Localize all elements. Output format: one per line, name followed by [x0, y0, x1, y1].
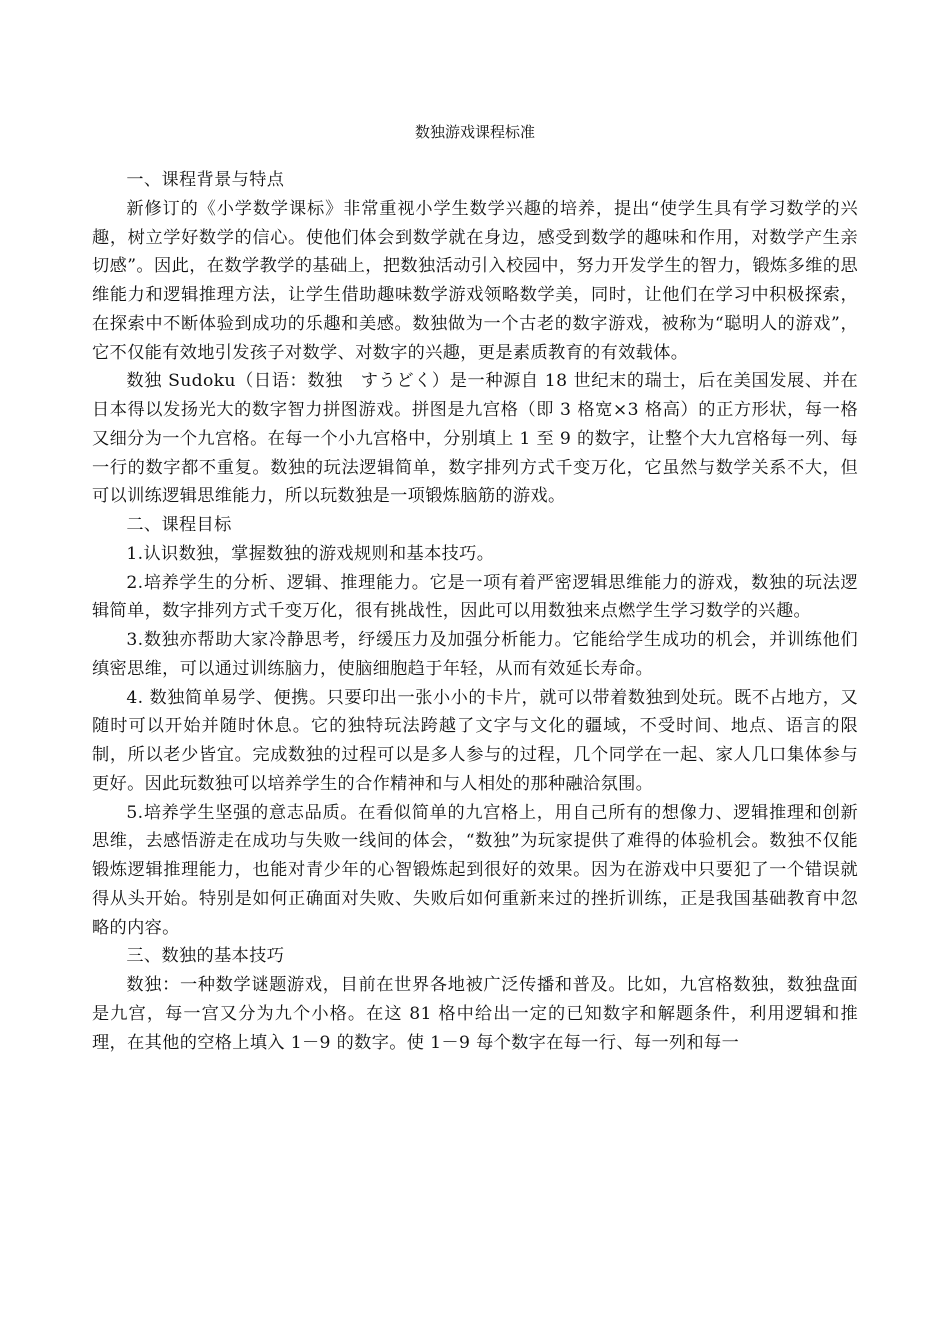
goal-item-4: 4. 数独简单易学、便携。只要印出一张小小的卡片，就可以带着数独到处玩。既不占地方，又随时可以开始并随时休息。它的独特玩法跨越了文字与文化的疆域，不受时间、地点、语言的限制，所以老少皆宜。完成数独的过程可以是多人参与的过程，几个同学在一起、家人几口集体参与更好。因此玩数独可以培养学生的合作精神和与人相处的那种融洽氛围。 — [92, 687, 858, 794]
goal-item-1: 1.认识数独，掌握数独的游戏规则和基本技巧。 — [126, 543, 495, 564]
section-heading-background: 一、课程背景与特点 — [126, 170, 285, 190]
section-heading-techniques: 三、数独的基本技巧 — [126, 946, 285, 967]
page-title: 数独游戏课程标准 — [414, 123, 535, 141]
section-heading-goals: 二、课程目标 — [126, 515, 232, 535]
goal-item-2: 2.培养学生的分析、逻辑、推理能力。它是一项有着严密逻辑思维能力的游戏，数独的玩法逻辑简单，数字排列方式千变万化，很有挑战性，因此可以用数独来点燃学生学习数学的兴趣。 — [92, 572, 858, 622]
paragraph-curriculum-intro: 新修订的《小学数学课标》非常重视小学生数学兴趣的培养，提出“使学生具有学习数学的兴趣，树立学好数学的信心。使他们体会到数学就在身边，感受到数学的趣味和作用，对数学产生亲切感”。因此，在数学教学的基础上，把数独活动引入校园中，努力开发学生的智力，锻炼多维的思维能力和逻辑推理方法，让学生借助趣味数学游戏领略数学美，同时，让他们在学习中积极探索，在探索中不断体验到成功的乐趣和美感。数独做为一个古老的数字游戏，被称为“聪明人的游戏”，它不仅能有效地引发孩子对数学、对数字的兴趣，更是素质教育的有效载体。 — [92, 198, 858, 363]
goal-item-5: 5.培养学生坚强的意志品质。在看似简单的九宫格上，用自己所有的想像力、逻辑推理和创新思维，去感悟游走在成功与失败一线间的体会，“数独”为玩家提供了难得的体验机会。数独不仅能锻炼逻辑推理能力，也能对青少年的心智锻炼起到很好的效果。因为在游戏中只要犯了一个错误就得从头开始。特别是如何正确面对失败、失败后如何重新来过的挫折训练，正是我国基础教育中忽略的内容。 — [92, 802, 858, 938]
document-body — [92, 166, 858, 1057]
goal-item-3: 3.数独亦帮助大家冷静思考，纾缓压力及加强分析能力。它能给学生成功的机会，并训练他们缜密思维，可以通过训练脑力，使脑细胞趋于年轻，从而有效延长寿命。 — [92, 630, 858, 679]
paragraph-sudoku-definition: 数独：一种数学谜题游戏，目前在世界各地被广泛传播和普及。比如，九宫格数独，数独盘面是九宫，每一宫又分为九个小格。在这 81 格中给出一定的已知数字和解题条件，利用逻辑和推理，在其他的空格上填入 1－9 的数字。使 1－9 每个数字在每一行、每一列和每一 — [92, 975, 858, 1053]
paragraph-sudoku-description: 数独 Sudoku（日语：数独 すうどく）是一种源自 18 世纪末的瑞士，后在美国发展、并在日本得以发扬光大的数字智力拼图游戏。拼图是九宫格（即 3 格宽×3 格高）的正方形状，每一格又细分为一个九宫格。在每一个小九宫格中，分别填上 1 至 9 的数字，让整个大九宫格每一列、每一行的数字都不重复。数独的玩法逻辑简单，数字排列方式千变万化，它虽然与数学关系不大，但可以训练逻辑思维能力，所以玩数独是一项锻炼脑筋的游戏。 — [92, 371, 858, 507]
